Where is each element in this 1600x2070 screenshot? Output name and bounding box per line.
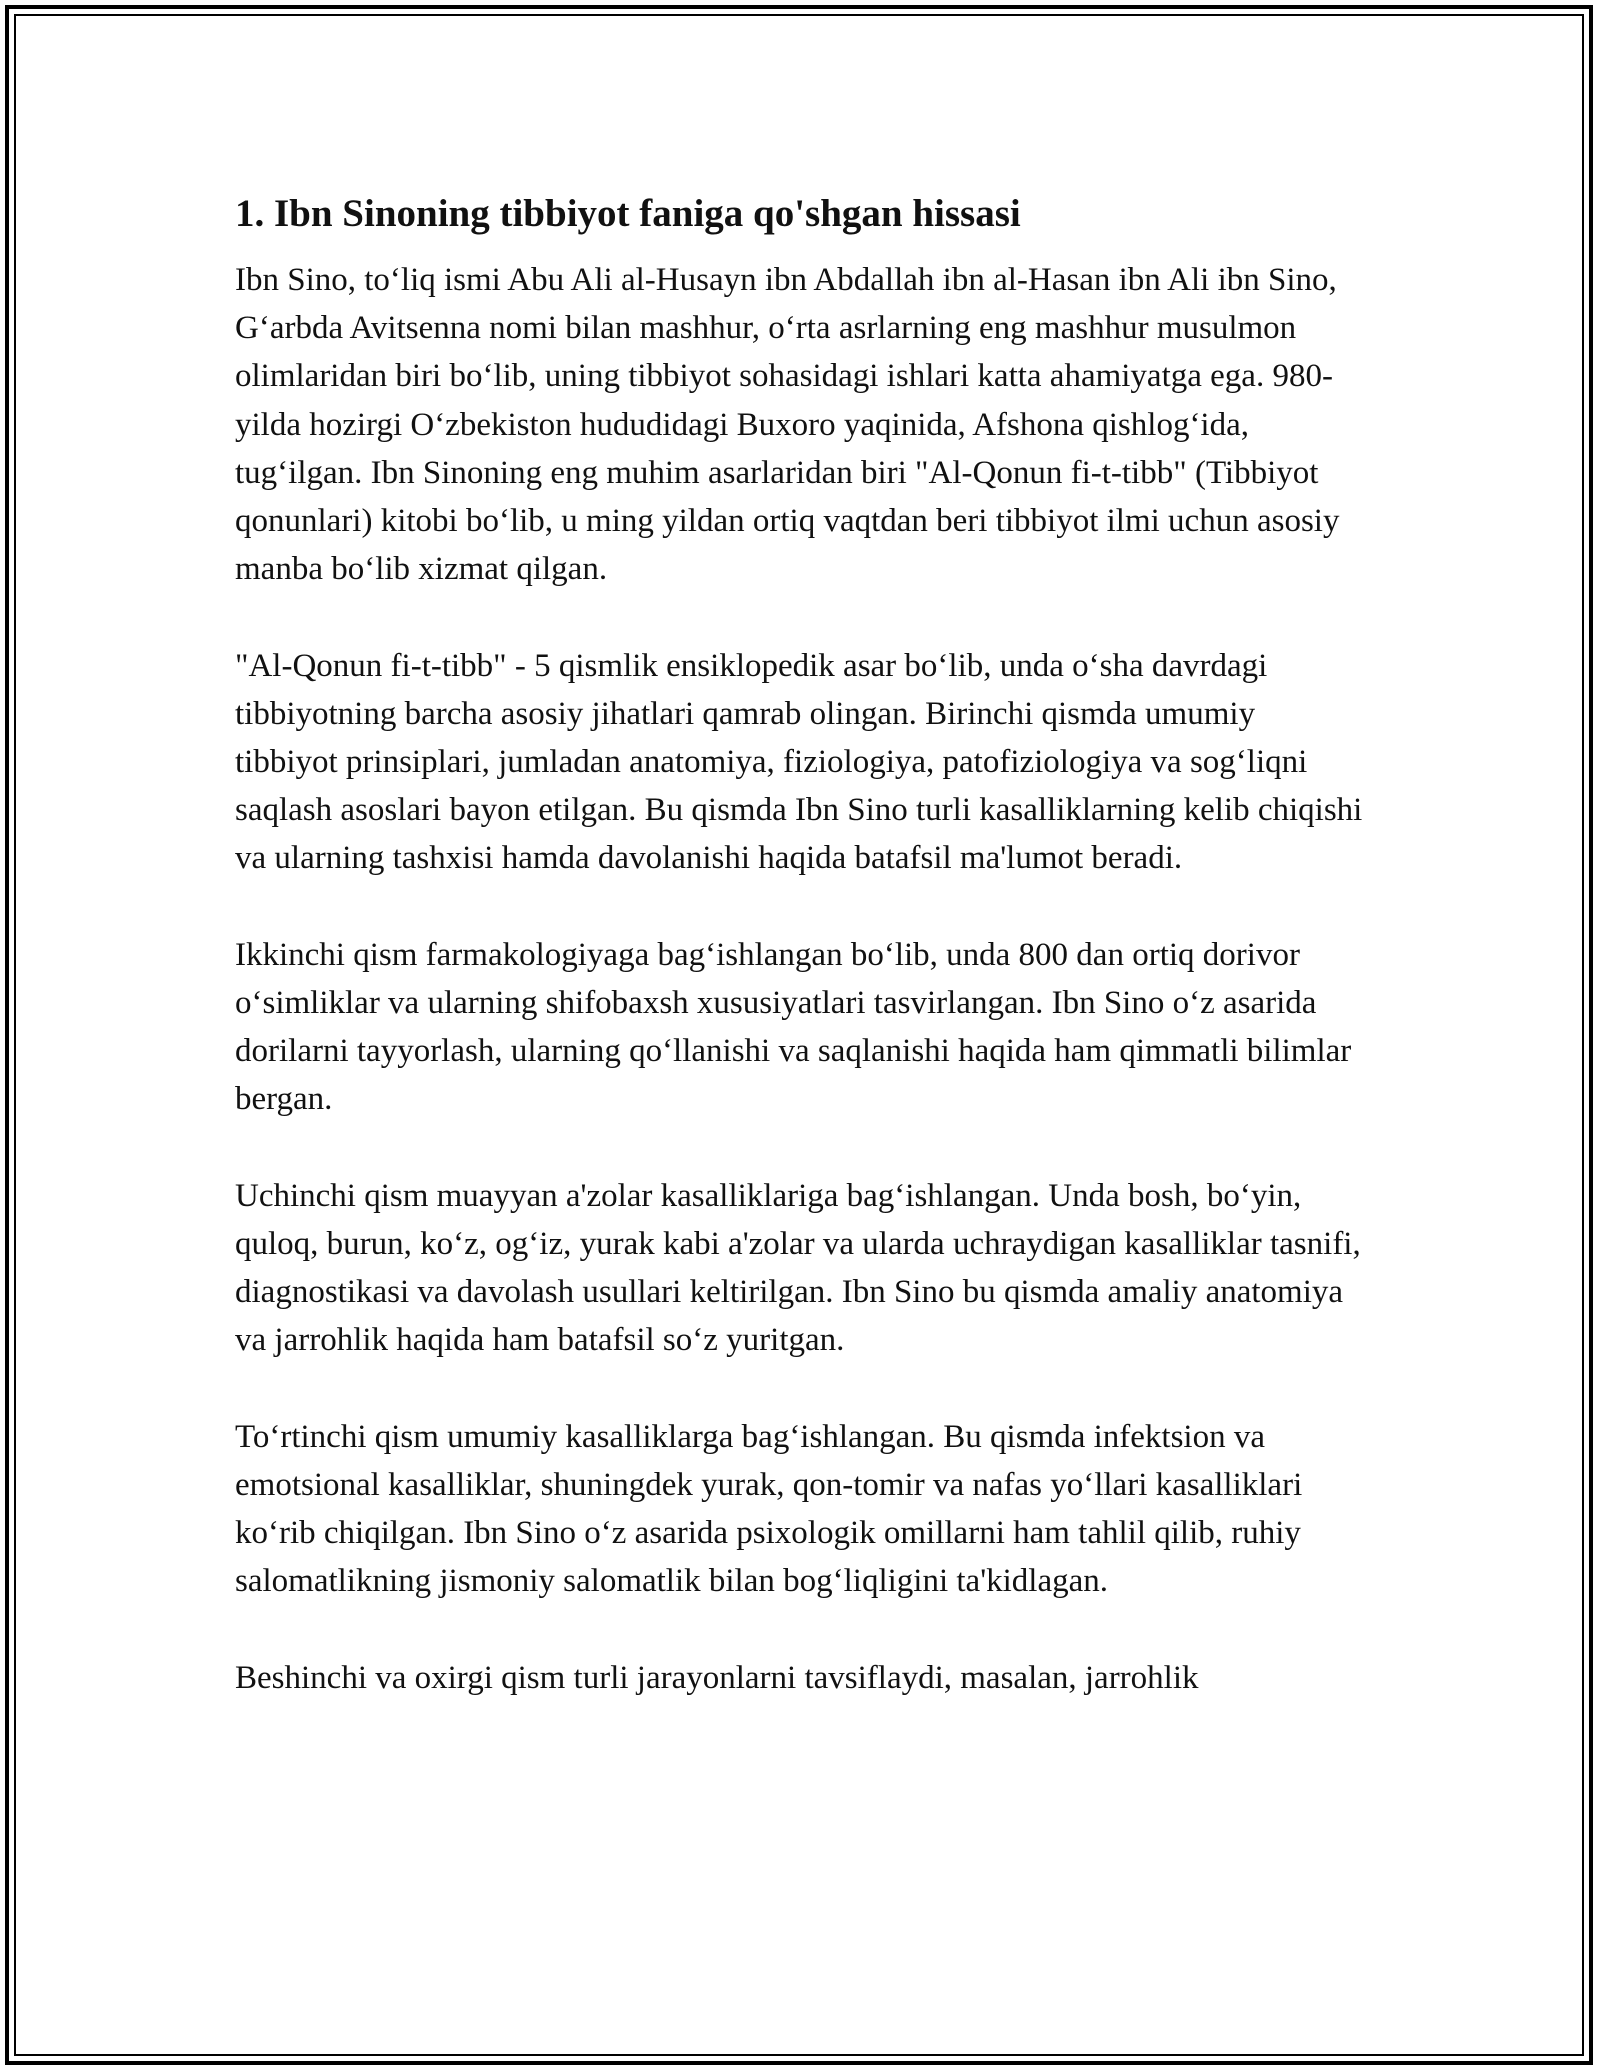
paragraph-part-one: "Al-Qonun fi-t-tibb" - 5 qismlik ensiklopedik asar bo‘lib, unda o‘sha davrdagi tibbiyotning barcha asosiy jihatlari qamrab olingan. Birinchi qismda umumiy tibbiyot prinsiplari, jumladan anatomiya, fiziologiya, patofiziologiya va sog‘liqni saqlash asoslari bayon etilgan. Bu qismda Ibn Sino turli kasalliklarning kelib chiqishi va ularning tashxisi hamda davolanishi haqida batafsil ma'lumot beradi.: [235, 647, 1363, 877]
paragraph-part-five: Beshinchi va oxirgi qism turli jarayonlarni tavsiflaydi, masalan, jarrohlik: [235, 1659, 1199, 1696]
document-body: [235, 186, 1365, 1750]
paragraph-intro: Ibn Sino, to‘liq ismi Abu Ali al-Husayn ibn Abdallah ibn al-Hasan ibn Ali ibn Sino, G‘arbda Avitsenna nomi bilan mashhur, o‘rta asrlarning eng mashhur musulmon olimlaridan biri bo‘lib, uning tibbiyot sohasidagi ishlari katta ahamiyatga ega. 980-yilda hozirgi O‘zbekiston hududidagi Buxoro yaqinida, Afshona qishlog‘ida, tug‘ilgan. Ibn Sinoning eng muhim asarlaridan biri "Al-Qonun fi-t-tibb" (Tibbiyot qonunlari) kitobi bo‘lib, u ming yildan ortiq vaqtdan beri tibbiyot ilmi uchun asosiy manba bo‘lib xizmat qilgan.: [235, 262, 1340, 588]
paragraph-part-three: Uchinchi qism muayyan a'zolar kasalliklariga bag‘ishlangan. Unda bosh, bo‘yin, quloq, burun, ko‘z, og‘iz, yurak kabi a'zolar va ularda uchraydigan kasalliklar tasnifi, diagnostikasi va davolash usullari keltirilgan. Ibn Sino bu qismda amaliy anatomiya va jarrohlik haqida ham batafsil so‘z yuritgan.: [235, 1177, 1361, 1359]
document-title: 1. Ibn Sinoning tibbiyot faniga qo'shgan hissasi: [235, 192, 1021, 235]
paragraph-part-two: Ikkinchi qism farmakologiyaga bag‘ishlangan bo‘lib, unda 800 dan ortiq dorivor o‘simliklar va ularning shifobaxsh xususiyatlari tasvirlangan. Ibn Sino o‘z asarida dorilarni tayyorlash, ularning qo‘llanishi va saqlanishi haqida ham qimmatli bilimlar bergan.: [235, 936, 1352, 1118]
paragraph-part-four: To‘rtinchi qism umumiy kasalliklarga bag‘ishlangan. Bu qismda infektsion va emotsional kasalliklar, shuningdek yurak, qon-tomir va nafas yo‘llari kasalliklari ko‘rib chiqilgan. Ibn Sino o‘z asarida psixologik omillarni ham tahlil qilib, ruhiy salomatlikning jismoniy salomatlik bilan bog‘liqligini ta'kidlagan.: [235, 1418, 1303, 1600]
